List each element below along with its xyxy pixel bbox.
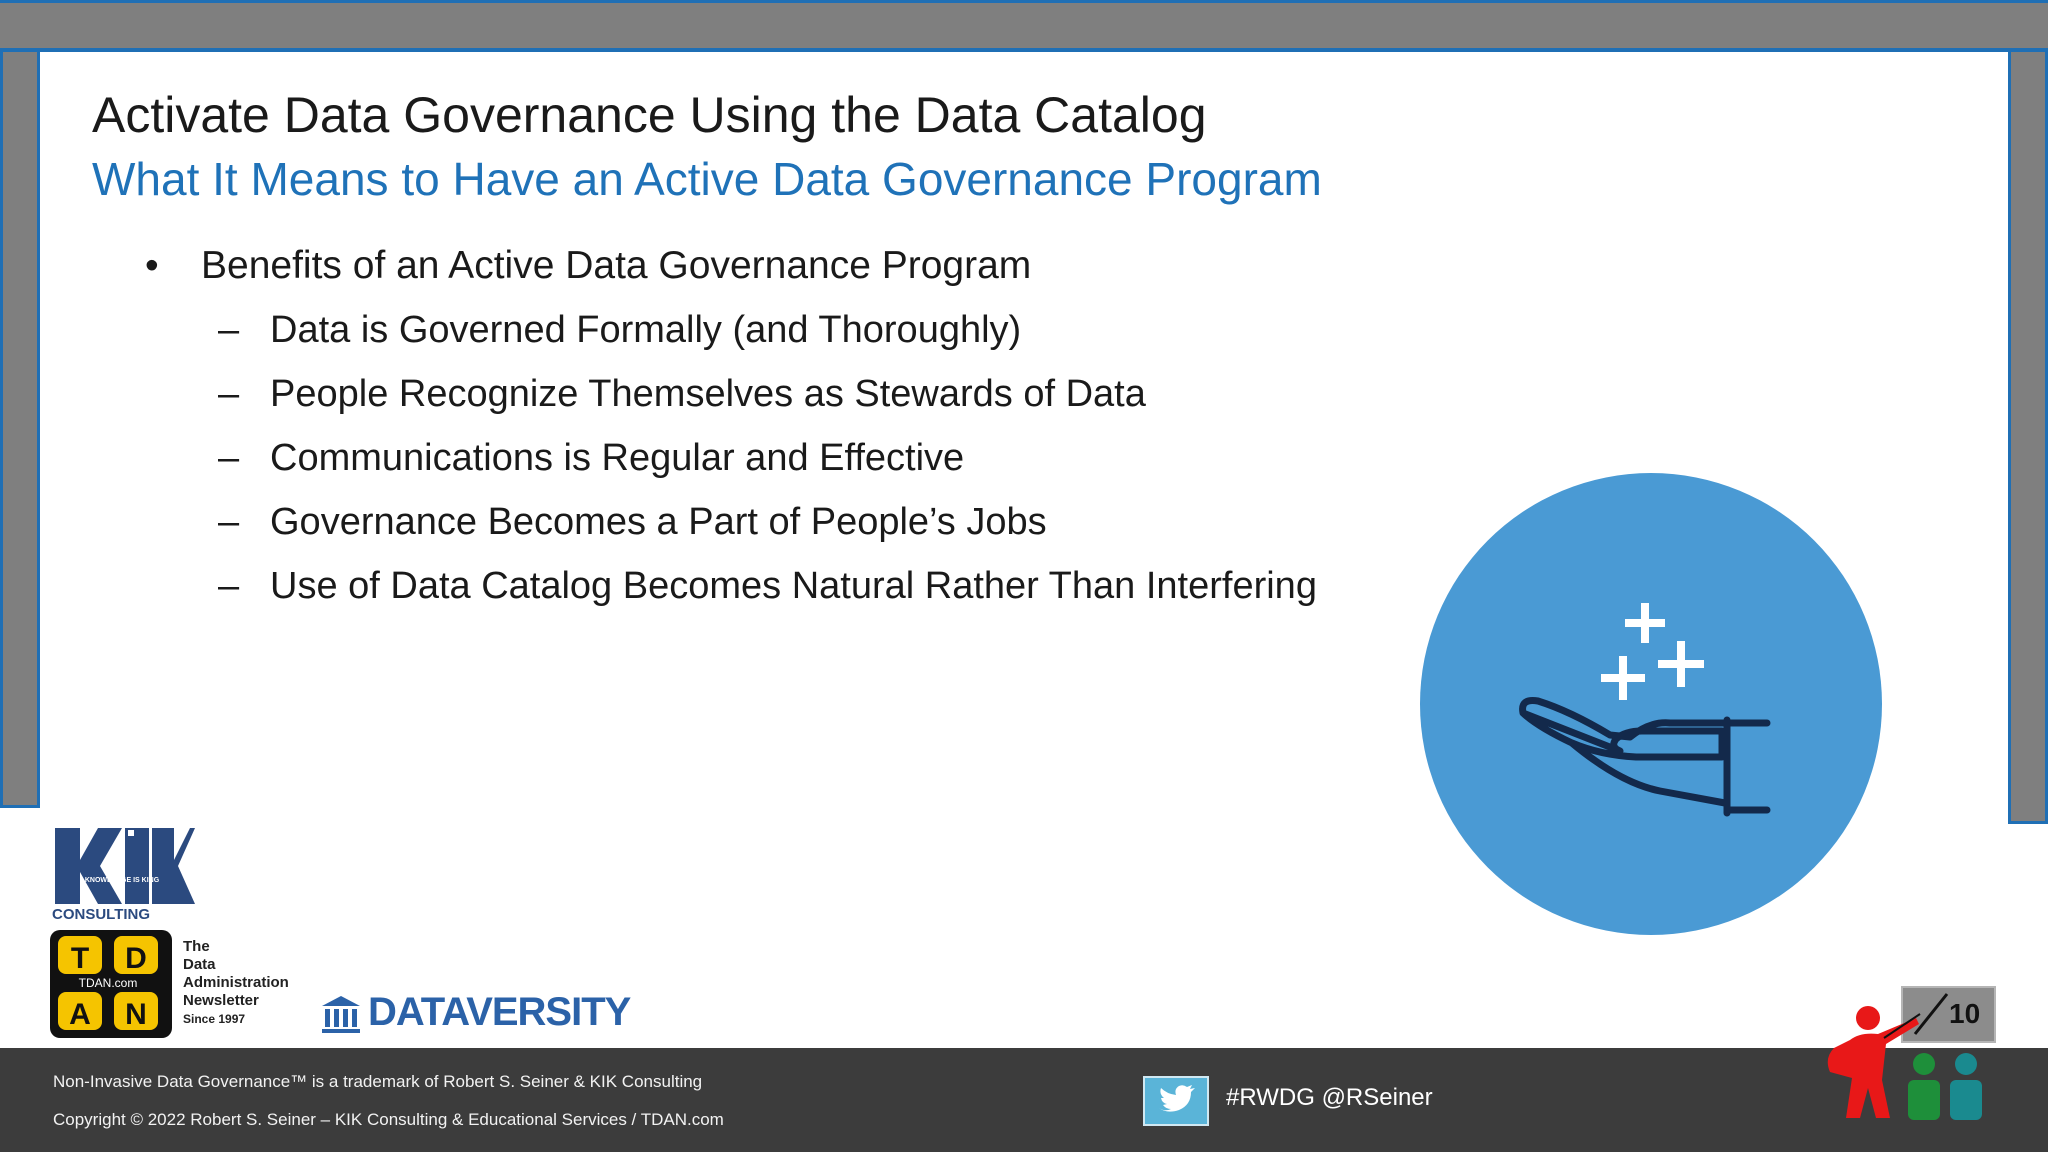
kik-consulting-logo <box>50 826 195 922</box>
svg-text:A: A <box>69 998 91 1031</box>
list-item: – Governance Becomes a Part of People’s Jobs <box>218 501 1047 543</box>
logo-area <box>50 826 195 1031</box>
slide-frame-top <box>0 0 2048 52</box>
presenter-figures-icon <box>1820 1000 2000 1124</box>
svg-text:D: D <box>125 942 147 975</box>
page-number: 10 <box>1949 998 1981 1029</box>
svg-text:N: N <box>125 998 147 1031</box>
list-item: – People Recognize Themselves as Stewards of Data <box>218 373 1146 415</box>
slide-subtitle: What It Means to Have an Active Data Governance Program <box>92 153 1322 205</box>
bullet-dot: • <box>145 244 159 287</box>
svg-text:KNOWLEDGE IS KING: KNOWLEDGE IS KING <box>84 877 160 884</box>
sub-bullet-list <box>218 308 1317 628</box>
dataversity-logo: DATAVERSITY <box>368 990 631 1034</box>
svg-text:TDAN.com: TDAN.com <box>78 976 138 990</box>
slide-frame-right <box>2008 52 2048 824</box>
slide-frame-left <box>0 52 40 808</box>
copyright-text: Copyright © 2022 Robert S. Seiner – KIK Consulting & Educational Services / TDAN.com <box>53 1110 724 1129</box>
tdan-newsletter-label: The Data Administration Newsletter Since 1997 <box>183 938 289 1026</box>
main-bullet <box>145 244 1031 288</box>
hand-with-sparkles-icon <box>1420 473 1882 935</box>
slide-title: Activate Data Governance Using the Data Catalog <box>92 87 1207 143</box>
tdan-logo <box>50 930 178 1038</box>
trademark-text: Non-Invasive Data Governance™ is a trademark of Robert S. Seiner & KIK Consulting <box>53 1072 703 1091</box>
footer-bar <box>0 1048 2048 1152</box>
svg-text:CONSULTING: CONSULTING <box>52 906 151 922</box>
main-bullet-text: Benefits of an Active Data Governance Program <box>201 244 1032 287</box>
twitter-bird-icon[interactable] <box>1143 1076 1209 1126</box>
list-item: – Use of Data Catalog Becomes Natural Rather Than Interfering <box>218 565 1317 607</box>
dataversity-building-icon <box>320 994 362 1034</box>
list-item: – Communications is Regular and Effective <box>218 437 965 479</box>
list-item: – Data is Governed Formally (and Thoroughly) <box>218 309 1022 351</box>
svg-text:T: T <box>70 942 90 975</box>
hashtag-handle: #RWDG @RSeiner <box>1226 1084 1433 1111</box>
